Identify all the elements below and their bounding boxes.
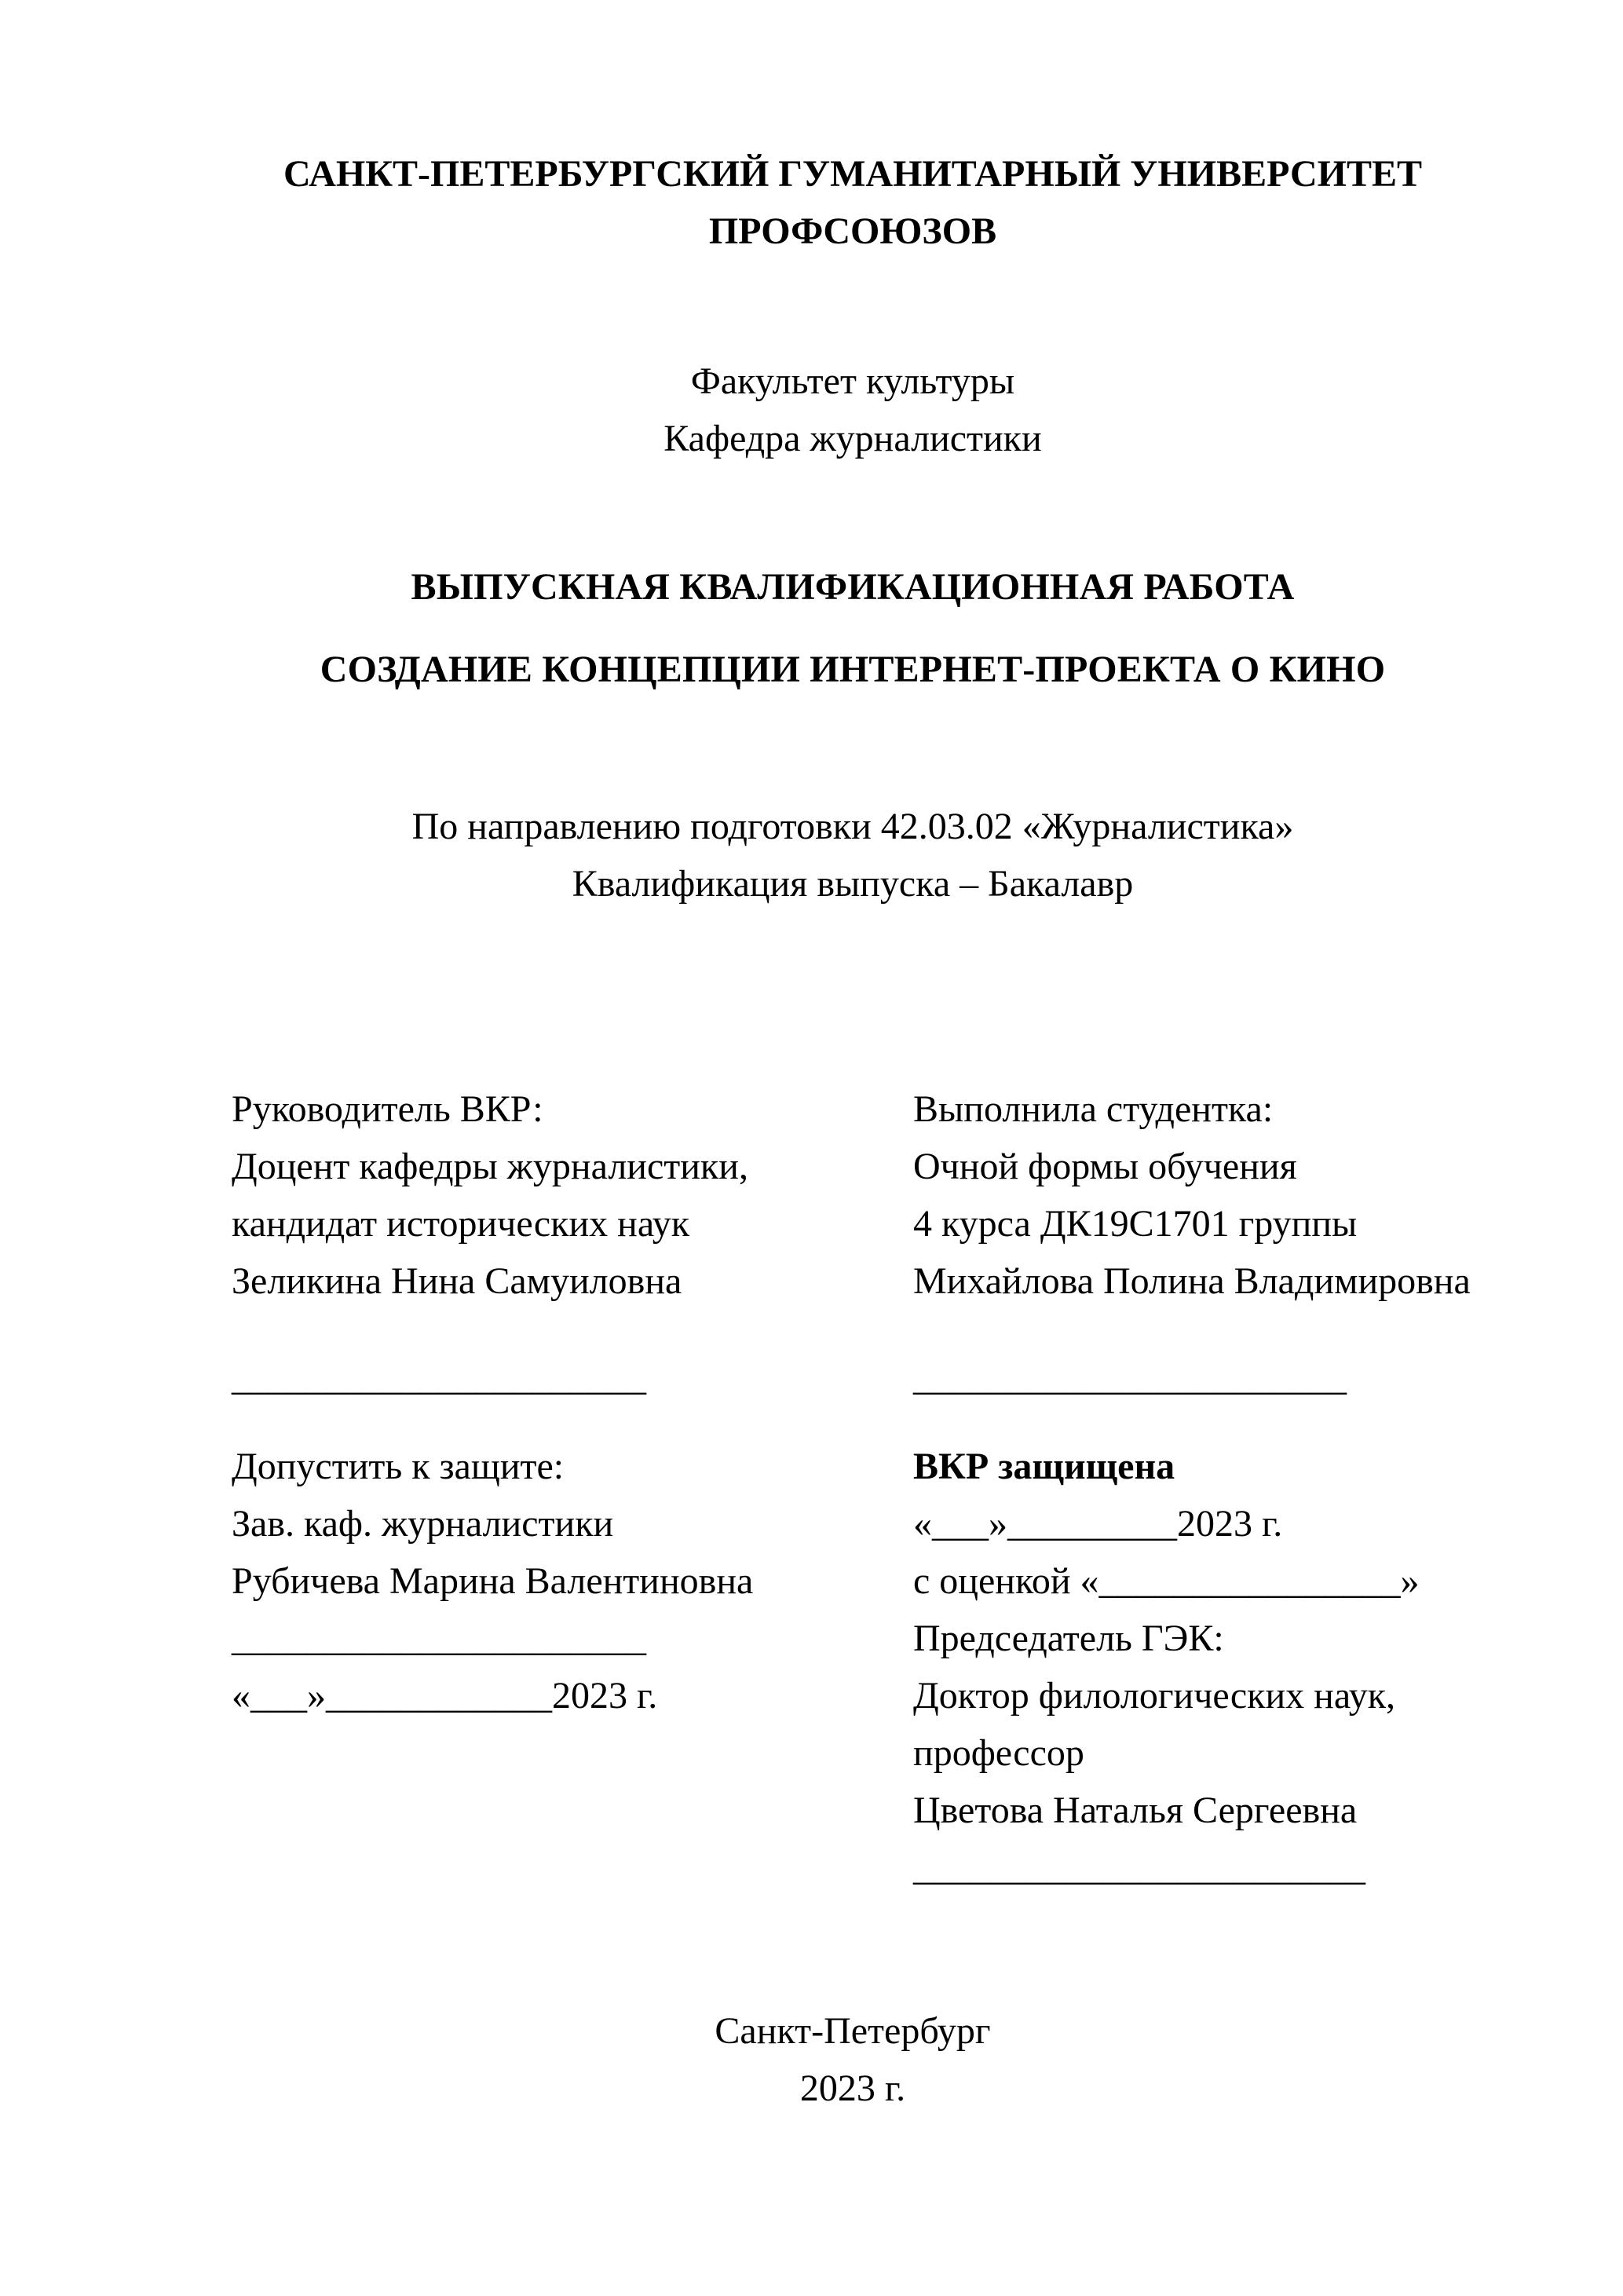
advisor-signature-line: ______________________ xyxy=(232,1357,646,1398)
footer-block xyxy=(232,2002,1474,2117)
defense-chair-degree-line: Доктор филологических наук, xyxy=(913,1675,1396,1717)
spacer xyxy=(232,912,1474,1080)
admission-position-line: Зав. каф. журналистики xyxy=(232,1503,614,1545)
defense-heading: ВКР защищена xyxy=(913,1446,1175,1487)
university-name-line-2: ПРОФСОЮЗОВ xyxy=(708,210,997,252)
spacer xyxy=(232,467,1474,558)
qualification-line: Квалификация выпуска – Бакалавр xyxy=(572,863,1134,905)
university-name xyxy=(232,145,1474,260)
advisor-block xyxy=(232,1080,913,1406)
department-name: Кафедра журналистики xyxy=(663,418,1042,459)
admission-name-line: Рубичева Марина Валентиновна xyxy=(232,1560,754,1602)
admission-block xyxy=(232,1438,913,1724)
student-name-line: Михайлова Полина Владимировна xyxy=(913,1260,1471,1302)
student-signature-line: _______________________ xyxy=(913,1357,1347,1398)
student-group-line: 4 курса ДК19С1701 группы xyxy=(913,1203,1358,1245)
defense-chair-title-line: профессор xyxy=(913,1732,1084,1774)
thesis-title: СОЗДАНИЕ КОНЦЕПЦИИ ИНТЕРНЕТ-ПРОЕКТА О КИНО xyxy=(320,649,1386,690)
spacer xyxy=(232,698,1474,798)
advisor-position-line: Доцент кафедры журналистики, xyxy=(232,1146,748,1187)
student-role-line: Выполнила студентка: xyxy=(913,1088,1274,1130)
work-type-heading: ВЫПУСКНАЯ КВАЛИФИКАЦИОННАЯ РАБОТА xyxy=(411,566,1295,608)
defense-chair-name-line: Цветова Наталья Сергеевна xyxy=(913,1790,1358,1831)
approval-block xyxy=(232,1438,1474,1896)
direction-line: По направлению подготовки 42.03.02 «Журналистика» xyxy=(411,806,1294,847)
advisor-role-line: Руководитель ВКР: xyxy=(232,1088,543,1130)
defense-grade-line: с оценкой «________________» xyxy=(913,1560,1420,1602)
spacer xyxy=(232,260,1474,353)
admission-heading-line: Допустить к защите: xyxy=(232,1446,565,1487)
signatories-block xyxy=(232,1080,1474,1406)
student-block xyxy=(913,1080,1474,1406)
university-name-line-1: САНКТ-ПЕТЕРБУРГСКИЙ ГУМАНИТАРНЫЙ УНИВЕРСИТЕТ xyxy=(283,153,1423,195)
defense-date-line: «___»_________2023 г. xyxy=(913,1503,1283,1545)
city-line: Санкт-Петербург xyxy=(715,2010,991,2052)
advisor-name-line: Зеликина Нина Самуиловна xyxy=(232,1260,682,1302)
year-line: 2023 г. xyxy=(799,2067,906,2109)
defense-signature-line: ________________________ xyxy=(913,1847,1365,1888)
advisor-degree-line: кандидат исторических наук xyxy=(232,1203,690,1245)
faculty-name: Факультет культуры xyxy=(690,360,1015,402)
admission-signature-line: ______________________ xyxy=(232,1618,646,1659)
student-form-line: Очной формы обучения xyxy=(913,1146,1297,1187)
admission-date-line: «___»____________2023 г. xyxy=(232,1675,658,1717)
defense-block xyxy=(913,1438,1474,1896)
defense-chair-role-line: Председатель ГЭК: xyxy=(913,1618,1224,1659)
